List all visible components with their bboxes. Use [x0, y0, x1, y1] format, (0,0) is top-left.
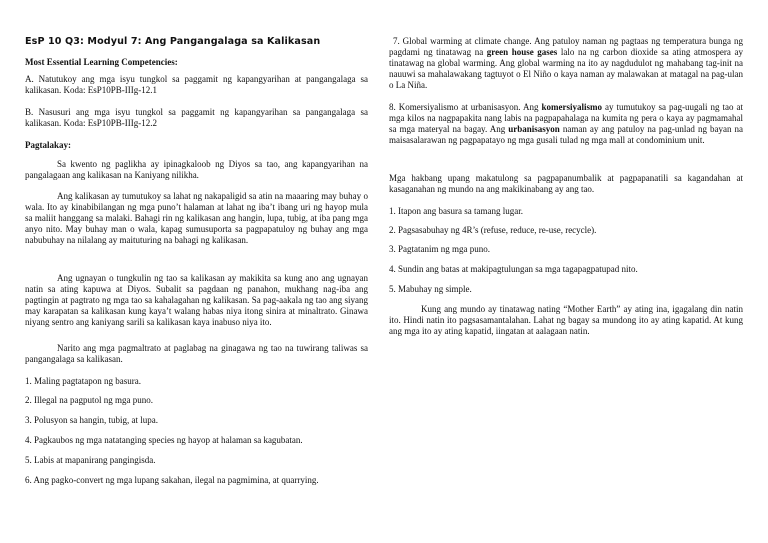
green-house-gases-term: green house gases [486, 47, 558, 57]
item7-text: 7. Global warming at climate change. Ang patuloy naman ng pagtaas ng temperatura bunga ng pagdami ng tinatawag na [389, 36, 743, 57]
step-item: 5. Mabuhay ng simple. [389, 284, 472, 294]
step-item: 2. Pagsasabuhay ng 4R’s (refuse, reduce, re-use, recycle). [389, 225, 597, 235]
list-item: 5. Labis at mapanirang pangingisda. [25, 455, 156, 465]
list-item: 4. Pagkaubos ng mga natatanging species ng hayop at halaman sa kagubatan. [25, 435, 303, 445]
item7-text-rest: lalo na ng carbon dioxide sa ating atmospera ay tinatawag na global warming. Ang global warming na ito ay nagdudulot ng mahabang tag-init na nauuwi sa mahalawakang tagtuyot o El Niño o kaya naman ay malawakan at matagal na pag-ulan o La Niña. [389, 47, 743, 90]
competency-a: A. Natutukoy ang mga isyu tungkol sa paggamit ng kapangyarihan at pangangalaga sa kalikasan. Koda: EsP10PB-IIIg-12.1 [25, 74, 368, 95]
step-item: 1. Itapon ang basura sa tamang lugar. [389, 206, 523, 216]
pagtalakay-heading: Pagtalakay: [25, 140, 71, 150]
item8-text: 8. Komersiyalismo at urbanisasyon. Ang [389, 102, 542, 112]
urbanisasyon-term: urbanisasyon [508, 124, 560, 134]
item-global-warming [389, 36, 743, 91]
paragraph-kalikasan: Ang kalikasan ay tumutukoy sa lahat ng nakapaligid sa atin na maaaring may buhay o wala. Ito ay kinabibilangan ng mga puno’t halaman at lahat ng iba’t ibang uri ng hayop mula sa maliit hanggang sa malaki. Bahagi rin ng kalikasan ang hangin, lupa, tubig, at iba pang mga anyo nito. May buhay man o wala, kapag sumusuporta sa pagpapatuloy ng buhay ang mga nabubuhay na nilalang ay maituturing na bahagi ng kalikasan. [25, 191, 368, 245]
competencies-heading: Most Essential Learning Competencies: [25, 57, 178, 67]
step-item: 3. Pagtatanim ng mga puno. [389, 244, 490, 254]
step-item: 4. Sundin ang batas at makipagtulungan sa mga tagapagpatupad nito. [389, 264, 638, 274]
steps-intro: Mga hakbang upang makatulong sa pagpapanumbalik at pagpapanatili sa kagandahan at kasaganahan ng mundo na ang makikinabang ay ang tao. [389, 173, 743, 194]
paragraph-ugnayan: Ang ugnayan o tungkulin ng tao sa kalikasan ay makikita sa kung ano ang ugnayan natin sa ating kapuwa at Diyos. Subalit sa pagdaan ng panahon, mukhang nag-iba ang pagtingin at pagtrato ng mga tao sa kahalagahan ng kalikasan. Sa pag-aakala ng tao ang siyang may karapatan sa kalikasan kung kaya’t walang habas niya itong sinira at minaltrato. Ginawa niyang sentro ang kaniyang sarili sa kalikasan kaya inabuso niya ito. [25, 273, 368, 327]
list-item: 3. Polusyon sa hangin, tubig, at lupa. [25, 415, 158, 425]
closing-paragraph: Kung ang mundo ay tinatawag nating “Mother Earth” ay ating ina, igagalang din natin ito. Hindi natin ito pagsasamantalahan. Lahat ng bagay sa mundong ito ay ating kapatid. At kung ang mga ito ay ating kapatid, iingatan at aalagaan natin. [389, 304, 743, 336]
list-item: 1. Maling pagtatapon ng basura. [25, 376, 141, 386]
list-item: 2. Illegal na pagputol ng mga puno. [25, 395, 153, 405]
item8-text-mid: ay tumutukoy sa pag-uugali ng tao at mga kilos na nagpapakita nang labis na pagpapahalaga na kumita ng pera o kaya ay pagmamahal sa mga materyal na bagay. Ang [389, 102, 743, 134]
list-item: 6. Ang pagko-convert ng mga lupang sakahan, ilegal na pagmimina, at quarrying. [25, 475, 319, 485]
item-komersiyalismo [389, 102, 743, 146]
document-title: EsP 10 Q3: Modyul 7: Ang Pangangalaga sa Kalikasan [25, 36, 321, 47]
item8-text-rest: naman ay ang patuloy na pag-unlad ng bayan na maisasalarawan ng pagpapatayo ng mga gusali tulad ng mga mall at condominium unit. [389, 124, 743, 145]
paragraph-intro: Sa kwento ng paglikha ay ipinagkaloob ng Diyos sa tao, ang kapangyarihan na pangalagaan ang kalikasan na Kaniyang nilikha. [25, 159, 368, 180]
komersiyalismo-term: komersiyalismo [541, 102, 602, 112]
paragraph-narito: Narito ang mga pagmaltrato at paglabag na ginagawa ng tao na tuwirang taliwas sa pangangalaga sa kalikasan. [25, 343, 368, 364]
competency-b: B. Nasusuri ang mga isyu tungkol sa paggamit ng kapangyarihan sa pangangalaga sa kalikasan. Koda: EsP10PB-IIIg-12.2 [25, 107, 368, 128]
